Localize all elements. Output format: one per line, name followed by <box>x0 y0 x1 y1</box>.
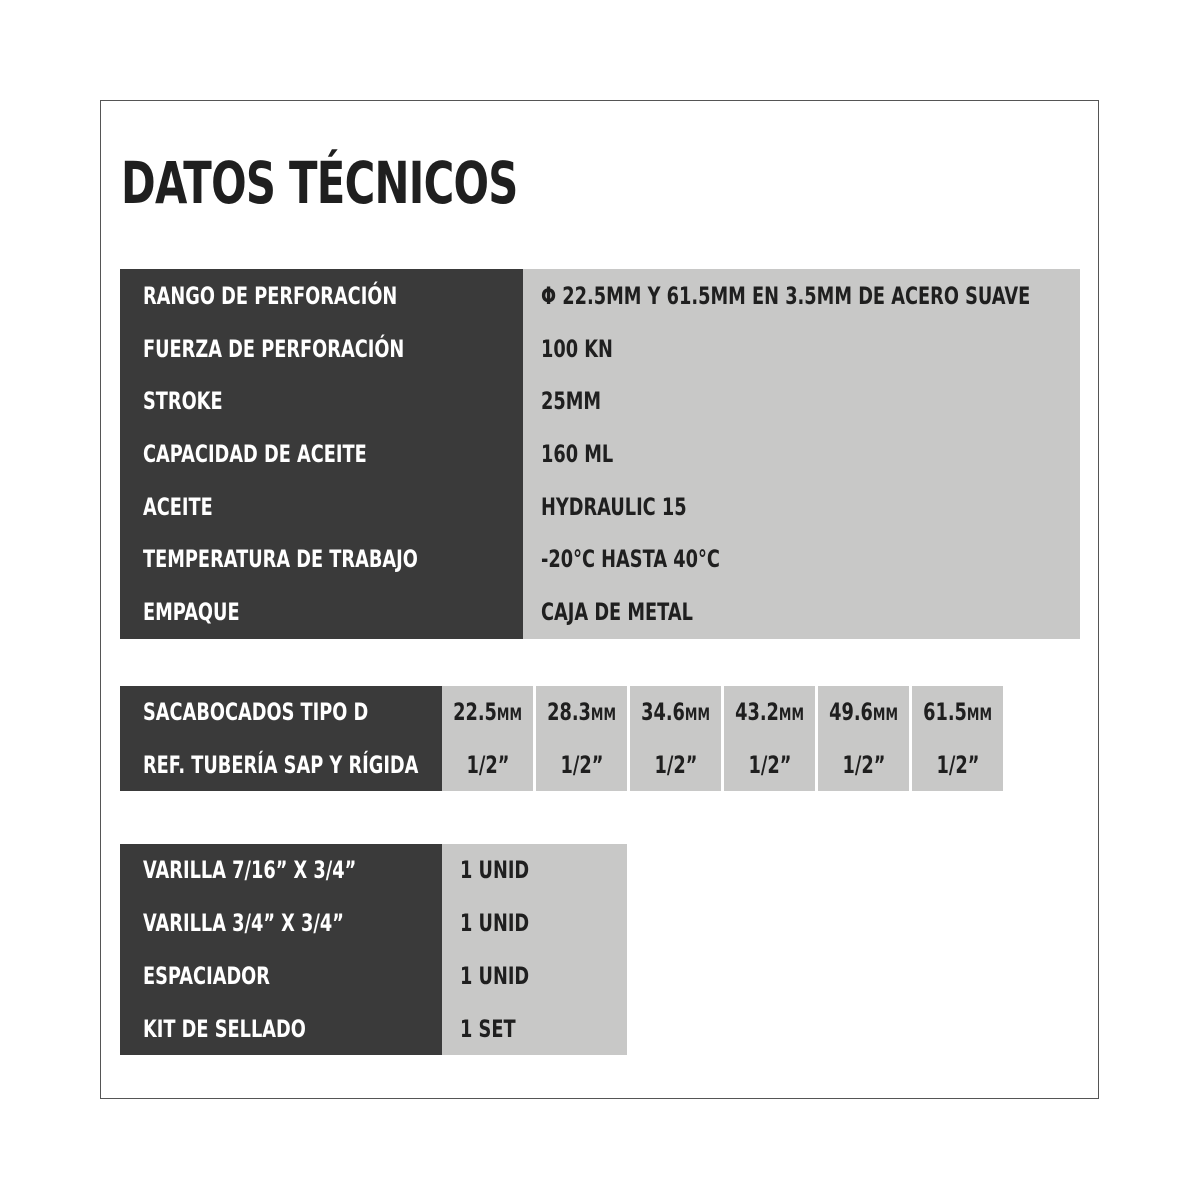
punch-size-unit: MM <box>778 705 804 726</box>
spec-value: HYDRAULIC 15 <box>541 492 687 521</box>
punch-size <box>547 698 616 726</box>
accessory-row <box>442 844 627 897</box>
spec-row <box>120 532 523 585</box>
pipe-ref: 1/2” <box>560 750 603 779</box>
spec-label: STROKE <box>143 387 223 416</box>
accessory-row <box>442 1002 627 1055</box>
pipe-ref-label: REF. TUBERÍA SAP Y RÍGIDA <box>143 750 419 779</box>
spec-row <box>523 585 1080 638</box>
punch-size <box>923 698 992 726</box>
accessory-row <box>120 1002 442 1055</box>
punch-size-number: 28.3 <box>547 698 591 727</box>
punch-size-number: 34.6 <box>641 698 685 727</box>
spec-row <box>120 269 523 322</box>
spec-row <box>523 269 1080 322</box>
punch-size-number: 61.5 <box>923 698 967 727</box>
spec-label: FUERZA DE PERFORACIÓN <box>143 334 405 363</box>
punch-size-cell <box>536 686 627 739</box>
punch-type-label: SACABOCADOS TIPO D <box>143 698 369 727</box>
spec-row <box>120 479 523 532</box>
punch-size-column <box>536 686 627 791</box>
accessory-row <box>442 950 627 1003</box>
spec-label: ACEITE <box>143 492 213 521</box>
spec-value: 25MM <box>541 387 602 416</box>
spec-row <box>120 322 523 375</box>
accessory-value: 1 UNID <box>460 909 530 938</box>
punch-size-cell <box>818 686 909 739</box>
punch-row-label <box>120 686 442 739</box>
spec-row <box>523 532 1080 585</box>
punch-size-unit: MM <box>966 705 992 726</box>
spec-label: EMPAQUE <box>143 597 240 626</box>
punch-row-label <box>120 739 442 792</box>
specs-label-column <box>120 269 523 639</box>
spec-row <box>120 585 523 638</box>
punch-size-unit: MM <box>872 705 898 726</box>
punch-size <box>641 698 710 726</box>
punch-size-column <box>912 686 1003 791</box>
specs-value-column <box>523 269 1080 639</box>
specs-table <box>120 269 1080 639</box>
punch-size-column <box>818 686 909 791</box>
accessories-table <box>120 844 627 1055</box>
pipe-ref-cell <box>630 739 721 792</box>
accessory-label: VARILLA 3/4” X 3/4” <box>143 909 344 938</box>
accessory-row <box>120 844 442 897</box>
punch-size-unit: MM <box>684 705 710 726</box>
accessory-label: VARILLA 7/16” X 3/4” <box>143 856 357 885</box>
accessory-label: ESPACIADOR <box>143 961 270 990</box>
pipe-ref-cell <box>724 739 815 792</box>
punch-size-cell <box>630 686 721 739</box>
punch-size-column <box>630 686 721 791</box>
page-title: DATOS TÉCNICOS <box>121 149 518 217</box>
spec-value: CAJA DE METAL <box>541 597 693 626</box>
punch-size <box>829 698 898 726</box>
punch-size <box>453 698 522 726</box>
pipe-ref: 1/2” <box>466 750 509 779</box>
pipe-ref-cell <box>912 739 1003 792</box>
pipe-ref-cell <box>442 739 533 792</box>
accessory-value: 1 UNID <box>460 961 530 990</box>
pipe-ref: 1/2” <box>936 750 979 779</box>
punch-size-number: 22.5 <box>453 698 497 727</box>
punch-size-cell <box>442 686 533 739</box>
punch-size-number: 43.2 <box>735 698 779 727</box>
spec-label: CAPACIDAD DE ACEITE <box>143 440 367 469</box>
pipe-ref: 1/2” <box>842 750 885 779</box>
accessory-row <box>120 950 442 1003</box>
accessory-value: 1 SET <box>460 1014 516 1043</box>
punch-size <box>735 698 804 726</box>
punch-sizes-table <box>120 686 1003 791</box>
punch-size-cell <box>912 686 1003 739</box>
accessory-row <box>120 897 442 950</box>
spec-value: 100 KN <box>541 334 613 363</box>
spec-row <box>523 374 1080 427</box>
accessories-label-column <box>120 844 442 1055</box>
spec-row <box>120 427 523 480</box>
punch-size-unit: MM <box>590 705 616 726</box>
spec-label: RANGO DE PERFORACIÓN <box>143 282 398 311</box>
spec-row <box>523 479 1080 532</box>
pipe-ref: 1/2” <box>748 750 791 779</box>
punch-size-column <box>442 686 533 791</box>
accessory-row <box>442 897 627 950</box>
spec-label: TEMPERATURA DE TRABAJO <box>143 545 418 574</box>
spec-value: Φ 22.5MM Y 61.5MM EN 3.5MM DE ACERO SUAVE <box>541 282 1031 311</box>
accessory-value: 1 UNID <box>460 856 530 885</box>
punch-size-cell <box>724 686 815 739</box>
spec-row <box>523 322 1080 375</box>
pipe-ref: 1/2” <box>654 750 697 779</box>
spec-value: -20°C HASTA 40°C <box>541 545 720 574</box>
punch-size-unit: MM <box>496 705 522 726</box>
pipe-ref-cell <box>818 739 909 792</box>
spec-row <box>523 427 1080 480</box>
punch-size-number: 49.6 <box>829 698 873 727</box>
accessories-value-column <box>442 844 627 1055</box>
punch-label-column <box>120 686 442 791</box>
punch-size-column <box>724 686 815 791</box>
spec-row <box>120 374 523 427</box>
accessory-label: KIT DE SELLADO <box>143 1014 306 1043</box>
spec-value: 160 ML <box>541 440 614 469</box>
pipe-ref-cell <box>536 739 627 792</box>
